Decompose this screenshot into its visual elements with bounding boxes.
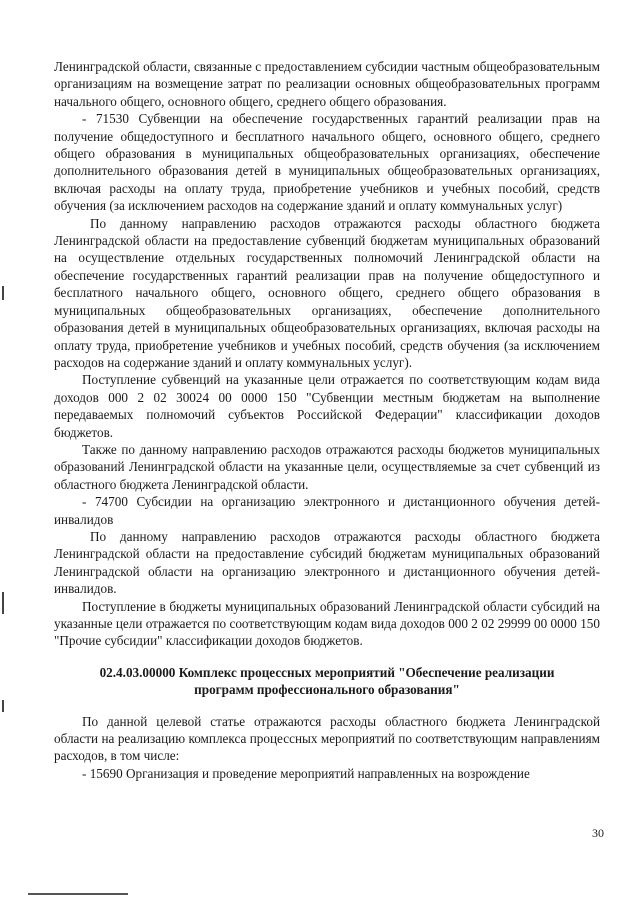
paragraph-74700-income: Поступление в бюджеты муниципальных образований Ленинградской области субсидий на указанные цели отражается по соответствующим кодам вида доходов 000 2 02 29999 00 0000 150 "Прочие субсидии" классификации доходов бюджетов.: [54, 598, 600, 649]
paragraph-15690-title: - 15690 Организация и проведение мероприятий направленных на возрождение: [82, 765, 530, 781]
scan-margin-mark: [2, 592, 4, 614]
paragraph-section-intro: По данной целевой статье отражаются расходы областного бюджета Ленинградской области на реализацию комплекса процессных мероприятий по соответствующим направлениям расходов, в том числе:: [54, 713, 600, 764]
paragraph-71530-expenses: По данному направлению расходов отражаются расходы областного бюджета Ленинградской области на предоставление субвенций бюджетам муниципальных образований на осуществление отдельных государственных полномочий Ленинградской области на обеспечение государственных гарантий реализации прав на получение общедоступного и бесплатного начального общего, основного общего, среднего общего образования в муниципальных общеобразовательных организациях, обеспечение дополнительного образования детей в муниципальных общеобразовательных организациях, включая расходы на оплату труда, приобретение учебников и учебных пособий, средств обучения (за исключением расходов на содержание зданий и оплату коммунальных услуг).: [54, 215, 600, 370]
document-page: [54, 58, 600, 782]
scan-margin-mark: [2, 286, 4, 300]
paragraph-71530-income: Поступление субвенций на указанные цели отражается по соответствующим кодам вида доходов 000 2 02 30024 00 0000 150 "Субвенции местным бюджетам на выполнение передаваемых полномочий субъектов Российской Федерации" классификации доходов бюджетов.: [54, 372, 600, 440]
section-heading: 02.4.03.00000 Комплекс процессных мероприятий "Обеспечение реализации программ профессионального образования": [99, 664, 555, 698]
paragraph-71530-municipal: Также по данному направлению расходов отражаются расходы бюджетов муниципальных образований Ленинградской области на указанные цели, осуществляемые за счет субвенций из областного бюджета Ленинградской области.: [54, 441, 600, 492]
page-number: 30: [592, 826, 604, 840]
paragraph-subsidy-private-schools: Ленинградской области, связанные с предоставлением субсидии частным общеобразовательным организациям на возмещение затрат по реализации основных общеобразовательных программ начального общего, основного общего, среднего общего образования.: [54, 59, 600, 109]
paragraph-74700-expenses: По данному направлению расходов отражаются расходы областного бюджета Ленинградской области на предоставление субсидий бюджетам муниципальных образований Ленинградской области на организацию электронного и дистанционного обучения детей-инвалидов.: [54, 528, 600, 597]
scan-margin-mark: [2, 700, 4, 712]
paragraph-71530-title: - 71530 Субвенции на обеспечение государственных гарантий реализации прав на получение общедоступного и бесплатного начального общего, основного общего, среднего общего образования в муниципальных общеобразовательных организациях, обеспечение дополнительного образования детей в муниципальных общеобразовательных организациях, включая расходы на оплату труда, приобретение учебников и учебных пособий, средств обучения (за исключением расходов на содержание зданий и оплату коммунальных услуг): [54, 111, 600, 214]
scan-bottom-line: [28, 893, 128, 895]
paragraph-74700-title: - 74700 Субсидии на организацию электронного и дистанционного обучения детей-инвалидов: [54, 494, 600, 527]
